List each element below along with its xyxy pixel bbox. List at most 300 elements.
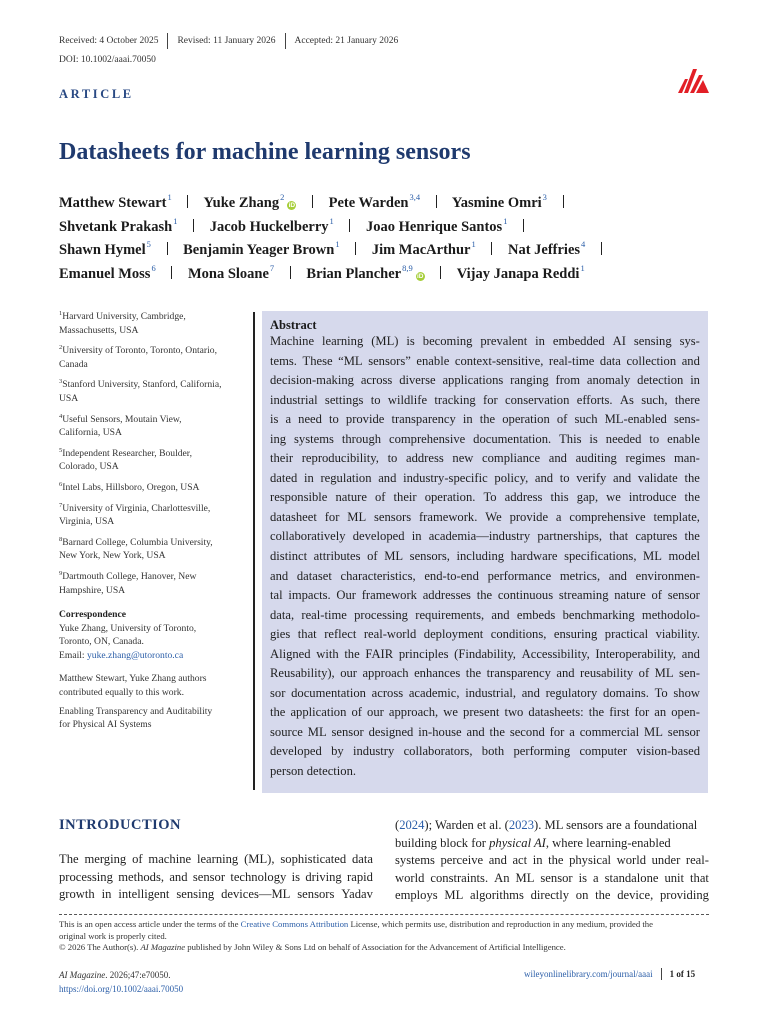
divider — [171, 266, 172, 279]
orcid-icon[interactable]: iD — [288, 202, 296, 209]
divider — [436, 195, 437, 208]
word: documentation — [291, 685, 366, 700]
word: device, — [617, 888, 654, 903]
word: and — [521, 685, 540, 700]
word: of — [374, 490, 386, 505]
word: gap, — [576, 490, 599, 505]
section-label: ARTICLE — [59, 87, 134, 101]
abstract-line — [270, 586, 700, 606]
word: and — [466, 724, 485, 739]
abstract-body — [270, 332, 700, 782]
word: collaborators, — [403, 744, 473, 759]
word: algorithms — [470, 888, 524, 903]
column-divider — [253, 312, 255, 790]
word: to — [329, 412, 339, 427]
word: processing — [59, 869, 113, 884]
word: ML — [347, 509, 367, 524]
author-affil-sup: 3,4 — [409, 192, 421, 202]
word: directly — [530, 888, 570, 903]
word: auditing — [575, 451, 617, 466]
author-name: Vijay Janapa Reddi — [456, 265, 580, 282]
word: Reusability), — [270, 666, 335, 681]
word: ML — [307, 724, 327, 739]
word: physical — [569, 853, 612, 868]
word: sensor — [667, 588, 700, 603]
word: and — [681, 353, 700, 368]
word: including — [456, 549, 505, 564]
word: approach, — [388, 705, 439, 720]
word: a — [593, 870, 599, 885]
divider — [167, 33, 168, 49]
word: ML — [654, 666, 674, 681]
word: is — [291, 869, 301, 884]
text-emphasis: AI Magazine — [140, 942, 186, 953]
citation-link[interactable]: 2023 — [508, 818, 535, 832]
abstract-box — [262, 311, 708, 793]
text-segment: ). ML sensors are a foundational — [534, 818, 698, 832]
word: data, — [270, 607, 295, 622]
divider — [193, 219, 194, 232]
article-history — [59, 33, 398, 49]
author-name: Yuke Zhang — [203, 195, 280, 211]
text-segment: License, which permits use, distribution and reproduction in any medium, provided the — [348, 919, 654, 929]
word: addresses — [422, 588, 471, 603]
word: a — [285, 412, 292, 427]
word: regulation — [320, 470, 372, 485]
word: systems — [294, 431, 334, 446]
text-emphasis: physical AI — [489, 835, 546, 850]
text-line — [395, 887, 709, 905]
word: enable — [416, 353, 450, 368]
author-name: Jim MacArthur — [371, 242, 471, 258]
note-text: contributed equally to this work. — [59, 687, 184, 699]
text-segment: © 2026 The Author(s). — [59, 942, 141, 953]
word: applications — [442, 373, 504, 388]
word: an — [654, 705, 667, 720]
word: from — [555, 373, 581, 388]
author-affil-sup: 7 — [269, 262, 275, 273]
word: sens- — [673, 412, 700, 427]
correspondence-heading: Correspondence — [59, 609, 126, 621]
word: sys- — [679, 334, 700, 348]
word: viability. — [655, 627, 700, 642]
affil-text: Canada — [59, 358, 88, 370]
word: comprehensive — [388, 431, 466, 446]
word: To — [654, 685, 668, 700]
word: ranging — [510, 373, 549, 388]
author-affil-sup: 8,9 — [402, 262, 413, 273]
word: validate — [637, 470, 678, 485]
word: dataset — [296, 568, 332, 583]
affiliation — [59, 567, 249, 597]
word: growth — [59, 887, 95, 902]
word: tracking — [434, 392, 476, 407]
word: operation — [502, 412, 550, 427]
note-text: Enabling Transparency and Auditability — [59, 705, 213, 717]
author-affil-sup: 1 — [335, 239, 340, 249]
word: that — [609, 529, 629, 544]
affil-text: New York, New York, USA — [59, 550, 166, 562]
word: (ML), — [244, 852, 275, 866]
word: context-sensitive, — [454, 353, 544, 368]
word: reproducibility, — [301, 451, 379, 466]
word: The — [59, 852, 79, 866]
word: address — [504, 490, 543, 505]
license-note — [59, 919, 711, 954]
word: and — [608, 568, 627, 583]
author-name: Mona Sloane — [187, 265, 269, 282]
word: enhances — [414, 666, 461, 681]
word: to — [370, 392, 381, 407]
word: learning — [322, 334, 364, 348]
word: reflect — [324, 627, 357, 642]
word: operation. — [424, 490, 476, 505]
affil-text: Dartmouth College, Hanover, New — [62, 570, 197, 582]
word: performance — [487, 568, 552, 583]
word: world — [395, 870, 425, 885]
word: domains. — [603, 685, 649, 700]
abstract-line — [270, 645, 700, 665]
word: man- — [674, 451, 700, 466]
word: and — [378, 470, 397, 485]
word: in — [535, 334, 545, 348]
word: efforts. — [576, 392, 613, 407]
author-name: Jacob Huckelberry — [209, 218, 329, 235]
word: sensors — [374, 509, 412, 524]
author-affil-sup: 1 — [471, 239, 476, 249]
abstract-line — [270, 684, 700, 704]
word: FAIR — [365, 646, 394, 661]
word: These — [302, 353, 333, 368]
author-line — [59, 210, 719, 234]
word: we — [443, 705, 458, 720]
abstract-line — [270, 449, 700, 469]
word: ML — [384, 549, 404, 564]
word: data — [599, 353, 621, 368]
word: nature — [614, 588, 646, 603]
word: processing — [354, 607, 408, 622]
footnote-divider — [59, 914, 709, 915]
word: tal — [270, 588, 283, 603]
abstract-line — [270, 567, 700, 587]
word: devices—ML — [221, 887, 291, 902]
word: (Findability, — [454, 646, 516, 661]
email-link[interactable]: yuke.zhang@utoronto.ca — [86, 649, 184, 661]
word: for — [324, 509, 340, 524]
word: in — [411, 529, 422, 544]
word: sensing — [633, 334, 672, 348]
license-link[interactable]: Creative Commons Attribution — [240, 919, 349, 929]
word: both — [481, 744, 505, 759]
author-name: Joao Henrique Santos — [366, 218, 503, 235]
word: datasheet — [270, 509, 317, 524]
orcid-icon[interactable]: iD — [416, 272, 424, 280]
word: the — [465, 666, 482, 681]
word: Our — [336, 588, 356, 603]
abstract-line — [270, 703, 700, 723]
word: Aligned — [270, 646, 311, 661]
journal-site-link[interactable]: wileyonlinelibrary.com/journal/aaai — [524, 969, 653, 979]
word: driving — [305, 869, 342, 884]
word: attributes — [313, 549, 361, 564]
affil-text: Colorado, USA — [59, 461, 119, 473]
word: impacts. — [288, 588, 331, 603]
affiliation — [59, 375, 249, 405]
author-affil-sup: 1 — [329, 215, 334, 226]
word: computer — [579, 744, 628, 759]
affil-number: 5 — [59, 446, 63, 454]
word: diverse — [399, 373, 436, 388]
word: wildlife — [387, 392, 428, 407]
word: in — [101, 887, 112, 902]
affil-number: 1 — [59, 310, 63, 317]
text-line — [59, 851, 373, 869]
word: present — [463, 705, 500, 720]
text-segment: This is an open access article under the terms of the — [59, 919, 241, 929]
affil-number: 7 — [59, 501, 63, 509]
word: to — [649, 431, 660, 446]
word: verify — [576, 470, 607, 485]
abstract-line — [270, 625, 700, 645]
word: ML-enabled — [604, 412, 667, 427]
text-line — [59, 869, 373, 887]
word: act — [512, 853, 528, 868]
word: requirements, — [415, 607, 485, 622]
correspondence-name: Yuke Zhang, University of Toronto, — [59, 622, 197, 634]
accepted-date: Accepted: 21 January 2026 — [294, 36, 399, 46]
word: rapid — [347, 869, 373, 884]
word: commercial — [579, 724, 640, 739]
word: second — [509, 724, 545, 739]
word: developed — [352, 529, 405, 544]
affil-text: Virginia, USA — [59, 516, 115, 528]
word: the — [684, 470, 700, 485]
word: streaming — [558, 588, 609, 603]
author-name: Brian Plancher — [306, 265, 402, 282]
word: transparency — [486, 666, 551, 681]
word: tems. — [270, 353, 297, 368]
word: academia—industry — [428, 529, 531, 544]
word: real-time — [548, 353, 595, 368]
word: compliance — [482, 451, 541, 466]
word: partnerships, — [537, 529, 603, 544]
word: industrial — [270, 392, 318, 407]
author-name: Pete Warden — [328, 195, 409, 211]
word: of — [367, 549, 378, 564]
word: world — [616, 853, 647, 868]
word: conditions, — [490, 627, 547, 642]
footer-right — [524, 968, 695, 980]
affiliation — [59, 341, 249, 371]
affil-text: Stanford University, Stanford, California, — [62, 379, 222, 391]
word: application — [290, 705, 347, 720]
author-affil-sup: 4 — [581, 239, 586, 249]
word: such — [574, 412, 598, 427]
word: across — [371, 685, 404, 700]
affiliations-column — [59, 307, 249, 737]
divider — [523, 219, 524, 232]
word: provide — [509, 509, 549, 524]
word: and — [491, 607, 510, 622]
abstract-line — [270, 508, 700, 528]
author-affil-sup: 5 — [146, 239, 151, 249]
word: of — [651, 588, 662, 603]
word: comprehensive — [569, 509, 646, 524]
word: real-world — [363, 627, 417, 642]
abstract-line — [270, 723, 700, 743]
word: the — [588, 705, 605, 720]
copyright-line — [59, 942, 711, 954]
revised-date: Revised: 11 January 2026 — [177, 36, 276, 46]
affil-text: Intel Labs, Hillsboro, Oregon, USA — [62, 481, 200, 493]
word: new — [452, 451, 474, 466]
word: the — [489, 724, 505, 739]
journal-issue: . 2026;47:e70050. — [105, 970, 171, 980]
word: for — [634, 705, 650, 720]
author-name: Yasmine Omri — [451, 195, 542, 211]
word: to — [387, 451, 398, 466]
correspondence-email-line — [59, 649, 249, 663]
word: and — [613, 470, 632, 485]
author-line — [59, 186, 719, 210]
word: reusability — [580, 666, 634, 681]
affil-number: 8 — [59, 535, 63, 543]
word: performing — [513, 744, 571, 759]
author-affil-sup: 1 — [173, 215, 178, 226]
word: To — [483, 490, 497, 505]
citation-link[interactable]: 2024 — [399, 818, 425, 832]
word: to — [559, 470, 570, 485]
divider — [285, 33, 286, 49]
doi-link[interactable]: https://doi.org/10.1002/aaai.70050 — [59, 984, 184, 994]
word: in — [690, 373, 700, 388]
word: collection — [626, 353, 677, 368]
word: providing — [659, 888, 709, 903]
divider — [167, 242, 168, 255]
word: hardware — [510, 549, 558, 564]
word: sensor — [540, 870, 573, 885]
affil-text: Barnard College, Columbia University, — [62, 536, 213, 548]
divider — [601, 242, 602, 255]
word: our — [340, 666, 357, 681]
affil-number: 4 — [59, 412, 63, 420]
email-label: Email: — [59, 649, 87, 661]
affil-text: Useful Sensors, Moutain View, — [62, 413, 182, 425]
page-number: 1 of 15 — [669, 969, 696, 979]
author-name: Emanuel Moss — [59, 265, 151, 282]
abstract-line: person detection. — [270, 764, 357, 779]
word: and — [488, 853, 507, 868]
word: nature — [335, 490, 367, 505]
word: methodolo- — [641, 607, 700, 622]
word: (ML) — [371, 334, 399, 348]
word: continuous — [497, 588, 554, 603]
word: Yadav — [341, 887, 373, 902]
divider — [355, 242, 356, 255]
word: principles — [398, 646, 449, 661]
author-affil-sup: 1 — [167, 192, 172, 202]
word: methods, — [118, 869, 165, 884]
author-affil-sup: 6 — [151, 262, 156, 273]
word: this — [550, 490, 569, 505]
word: ensuring — [553, 627, 598, 642]
word: of — [638, 666, 650, 681]
affil-text: Massachusetts, USA — [59, 324, 139, 336]
word: gies — [270, 627, 291, 642]
word: regimes — [625, 451, 666, 466]
word: template, — [653, 509, 700, 524]
contribution-note — [59, 672, 249, 699]
word: settings — [324, 392, 364, 407]
doi-label: DOI: 10.1002/aaai.70050 — [59, 55, 156, 65]
word: of — [132, 852, 143, 866]
word: such, — [641, 392, 668, 407]
word: real-time — [301, 607, 347, 622]
abstract-line — [270, 332, 700, 352]
note-text: for Physical AI Systems — [59, 719, 152, 731]
section-heading-introduction: INTRODUCTION — [59, 817, 182, 833]
word: ML — [644, 724, 663, 739]
text-segment: ); Warden et al. ( — [424, 818, 509, 832]
word: the — [344, 646, 360, 661]
affil-text: Hampshire, USA — [59, 584, 126, 596]
divider — [290, 266, 291, 279]
word: Interoperability, — [595, 646, 677, 661]
license-line — [59, 919, 711, 931]
word: ML — [515, 870, 535, 885]
word: real- — [685, 853, 709, 868]
word: designed — [368, 724, 414, 739]
word: our — [367, 705, 384, 720]
abstract-line — [270, 527, 700, 547]
author-affil-sup: 2 — [280, 192, 285, 202]
word: decision-making — [270, 373, 354, 388]
intro-right-column — [395, 817, 709, 905]
word: the — [479, 412, 496, 427]
intro-left-column — [59, 851, 373, 904]
affil-text: University of Virginia, Charlottesville, — [62, 502, 211, 514]
divider — [187, 195, 188, 208]
word: becoming — [422, 334, 473, 348]
word: constraints. — [430, 870, 489, 885]
word: industrial, — [465, 685, 516, 700]
word: industry — [352, 744, 395, 759]
author-affil-sup: 1 — [580, 262, 585, 273]
word: enable — [667, 431, 700, 446]
divider — [661, 968, 662, 980]
word: a — [555, 509, 562, 524]
abstract-heading: Abstract — [270, 318, 317, 332]
abstract-line — [270, 469, 700, 489]
author-name: Shawn Hymel — [59, 242, 146, 258]
journal-name: AI Magazine — [59, 970, 106, 980]
affiliation — [59, 533, 249, 563]
word: prevalent — [480, 334, 528, 348]
word: embedded — [552, 334, 605, 348]
word: embeds — [516, 607, 556, 622]
word: in — [303, 470, 314, 485]
aaai-logo-icon — [676, 65, 710, 95]
author-name: Benjamin Yeager Brown — [183, 242, 335, 258]
abstract-line — [270, 352, 700, 372]
text-line — [59, 886, 373, 904]
word: and — [556, 666, 575, 681]
word: two — [504, 705, 524, 720]
word: Machine — [270, 334, 315, 348]
word: Accessibility, — [521, 646, 590, 661]
word: regulatory — [545, 685, 598, 700]
word: anomaly — [586, 373, 631, 388]
